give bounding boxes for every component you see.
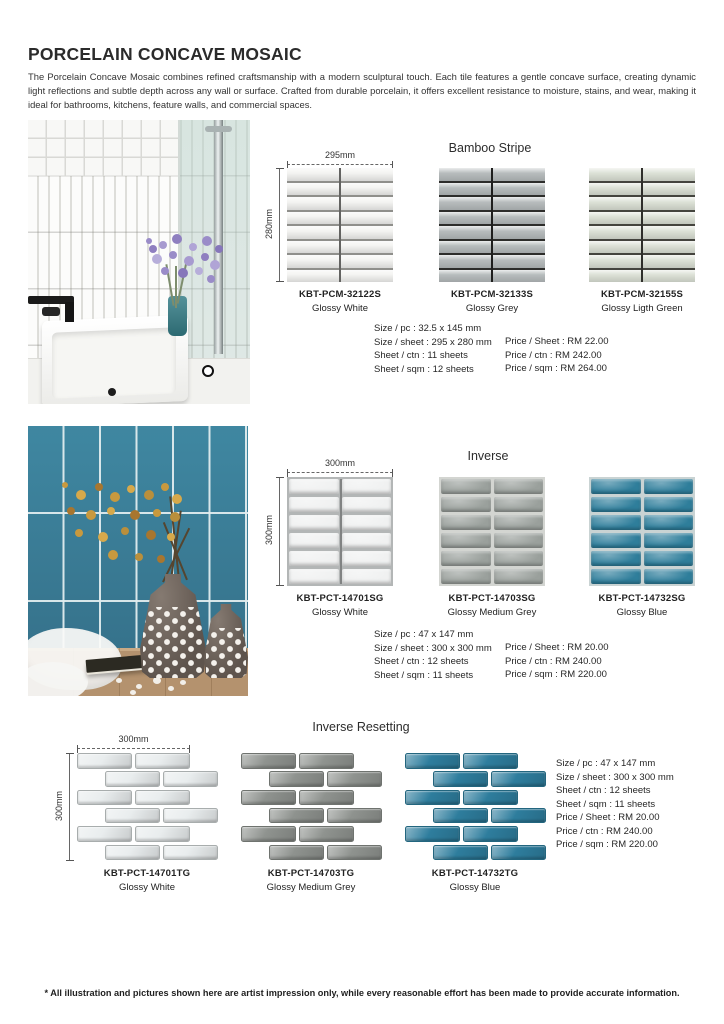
spec-line: Price / ctn : RM 242.00 (505, 349, 602, 361)
tile-swatch (287, 168, 393, 282)
tile (493, 212, 545, 225)
tile (463, 790, 518, 806)
tile (433, 845, 488, 861)
bathroom-photo (28, 120, 250, 404)
tile (441, 551, 491, 566)
product-finish: Glossy Blue (449, 882, 501, 893)
price-list (505, 641, 609, 682)
tile (77, 790, 132, 806)
tile (287, 183, 339, 196)
tile-swatch (439, 168, 545, 282)
spec-line: Sheet / ctn : 11 sheets (374, 350, 468, 361)
product-card (260, 168, 420, 314)
tile (341, 241, 393, 254)
spec-line: Price / Sheet : RM 20.00 (505, 642, 609, 653)
tile (494, 551, 544, 566)
spec-line: Sheet / sqm : 12 sheets (374, 363, 474, 375)
tile (644, 551, 694, 566)
tile (163, 845, 218, 861)
product-card (260, 477, 420, 618)
page-title: PORCELAIN CONCAVE MOSAIC (28, 44, 302, 64)
tile (643, 168, 695, 181)
drain-dot (108, 388, 116, 396)
tile (644, 497, 694, 512)
tile (241, 790, 296, 806)
tile-swatch (77, 753, 217, 861)
spec-line: Size / pc : 47 x 147 mm (374, 629, 474, 640)
tile (163, 808, 218, 824)
tile (589, 168, 641, 181)
product-card (231, 753, 391, 893)
tile (433, 771, 488, 787)
product-code: KBT-PCT-14732SG (598, 593, 686, 604)
tile (299, 826, 354, 842)
tile (493, 226, 545, 239)
tile (405, 753, 460, 769)
product-finish: Glossy White (312, 303, 368, 314)
tile (591, 497, 641, 512)
faucet-spout (65, 302, 74, 322)
spec-line: Price / sqm : RM 264.00 (505, 363, 607, 374)
tile (493, 168, 545, 181)
tile-swatch (589, 477, 695, 586)
tile (105, 808, 160, 824)
tile (589, 212, 641, 225)
tile (289, 533, 339, 548)
product-code: KBT-PCM-32133S (451, 289, 533, 300)
tile (342, 497, 392, 512)
tile (342, 551, 392, 566)
tile (643, 212, 695, 225)
tile (439, 183, 491, 196)
spec-line: Price / sqm : RM 220.00 (556, 839, 658, 850)
tile (439, 168, 491, 181)
dim-width-arrow (287, 164, 393, 165)
tile (327, 808, 382, 824)
specs-list (556, 757, 674, 852)
specs-list (374, 322, 492, 376)
spec-line: Size / pc : 32.5 x 145 mm (374, 323, 482, 334)
tile (494, 479, 544, 494)
spec-line: Sheet / ctn : 12 sheets (556, 785, 651, 796)
section-title: Bamboo Stripe (448, 141, 532, 155)
tile (439, 197, 491, 210)
product-card (412, 168, 572, 314)
tile (494, 533, 544, 548)
disclaimer: * All illustration and pictures shown here are artist impression only, while every reasonable effort has been made to provide accurate information. (44, 988, 680, 998)
blue-wall-photo (28, 426, 248, 696)
tile (589, 270, 641, 283)
tile (591, 569, 641, 584)
tile (287, 226, 339, 239)
product-card (562, 477, 722, 618)
tile-swatch (287, 477, 393, 586)
tile (241, 826, 296, 842)
counter-drain-ring (202, 365, 214, 377)
tile (493, 197, 545, 210)
tile (439, 270, 491, 283)
tile (405, 826, 460, 842)
tile (463, 753, 518, 769)
tile (589, 255, 641, 268)
tile (287, 212, 339, 225)
tile (439, 226, 491, 239)
tile (135, 790, 190, 806)
tile (341, 270, 393, 283)
tile (589, 241, 641, 254)
spec-line: Price / sqm : RM 220.00 (505, 669, 607, 680)
tile (491, 845, 546, 861)
tile (77, 753, 132, 769)
tile (341, 212, 393, 225)
tile (643, 255, 695, 268)
faucet-handle (42, 307, 60, 316)
section-title: Inverse (467, 449, 509, 463)
product-finish: Glossy Ligth Green (601, 303, 683, 314)
tile (405, 790, 460, 806)
product-code: KBT-PCT-14703SG (448, 593, 536, 604)
product-finish: Glossy Blue (616, 607, 668, 618)
product-code: KBT-PCT-14732TG (431, 868, 519, 879)
tile (342, 569, 392, 584)
tile (433, 808, 488, 824)
spec-line: Size / sheet : 300 x 300 mm (556, 771, 674, 783)
tile (643, 226, 695, 239)
product-card (562, 168, 722, 314)
tile (289, 515, 339, 530)
tile (644, 533, 694, 548)
tile (327, 771, 382, 787)
tile (289, 569, 339, 584)
tile (269, 808, 324, 824)
tile (289, 551, 339, 566)
tile (494, 515, 544, 530)
product-card (412, 477, 572, 618)
product-finish: Glossy Medium Grey (447, 607, 537, 618)
tile (441, 515, 491, 530)
section-title: Inverse Resetting (312, 720, 410, 734)
tile (341, 183, 393, 196)
product-card (67, 753, 227, 893)
tile (289, 497, 339, 512)
tile (287, 197, 339, 210)
product-code: KBT-PCT-14701SG (296, 593, 384, 604)
dim-width-arrow (77, 748, 190, 749)
tile (269, 845, 324, 861)
dim-height-label: 280mm (264, 209, 274, 240)
tile (342, 533, 392, 548)
tile (269, 771, 324, 787)
tile (591, 515, 641, 530)
tile (342, 479, 392, 494)
tile (591, 479, 641, 494)
tile (643, 197, 695, 210)
dim-height-label: 300mm (264, 515, 274, 546)
tile (341, 255, 393, 268)
shower-column-illustration (214, 120, 223, 354)
tile (491, 771, 546, 787)
dim-width-label: 300mm (324, 458, 355, 468)
specs-list (374, 628, 492, 682)
tile (439, 241, 491, 254)
tile-swatch (439, 477, 545, 586)
purple-flowers-illustration (146, 238, 152, 244)
tile (441, 569, 491, 584)
tile (439, 212, 491, 225)
spec-line: Price / Sheet : RM 22.00 (505, 336, 609, 347)
dim-height-label: 300mm (54, 791, 64, 822)
price-list (505, 335, 609, 376)
product-finish: Glossy Medium Grey (266, 882, 356, 893)
tile (287, 270, 339, 283)
tile (591, 533, 641, 548)
tile (77, 826, 132, 842)
tile (494, 569, 544, 584)
product-finish: Glossy White (312, 607, 368, 618)
product-finish: Glossy Grey (465, 303, 519, 314)
tile (135, 826, 190, 842)
spec-line: Size / pc : 47 x 147 mm (556, 758, 656, 769)
tile (644, 515, 694, 530)
tile (643, 183, 695, 196)
tile (494, 497, 544, 512)
tile (493, 183, 545, 196)
tile (289, 479, 339, 494)
spec-line: Sheet / sqm : 11 sheets (374, 669, 474, 681)
product-finish: Glossy White (119, 882, 175, 893)
spec-line: Price / ctn : RM 240.00 (556, 825, 653, 837)
tile (287, 168, 339, 181)
spec-line: Price / ctn : RM 240.00 (505, 655, 602, 667)
product-code: KBT-PCT-14701TG (103, 868, 191, 879)
tile (241, 753, 296, 769)
tile-swatch (589, 168, 695, 282)
product-code: KBT-PCM-32155S (601, 289, 683, 300)
tile (342, 515, 392, 530)
dim-width-label: 295mm (324, 150, 355, 160)
product-card (395, 753, 555, 893)
tile (105, 845, 160, 861)
polka-dots (206, 628, 247, 678)
tile (491, 808, 546, 824)
tile (589, 226, 641, 239)
tile (441, 479, 491, 494)
product-code: KBT-PCT-14703TG (267, 868, 355, 879)
tile (644, 479, 694, 494)
dim-width-label: 300mm (118, 734, 149, 744)
product-code: KBT-PCM-32122S (299, 289, 381, 300)
tile (341, 226, 393, 239)
polka-dots (143, 607, 204, 678)
pebbles-illustration (116, 678, 122, 683)
tile (105, 771, 160, 787)
tile (299, 753, 354, 769)
square-tile-band (28, 120, 180, 176)
tile (341, 197, 393, 210)
tile (463, 826, 518, 842)
dim-width-arrow (287, 472, 393, 473)
tile (589, 183, 641, 196)
shower-head-illustration (205, 126, 232, 132)
spec-line: Size / sheet : 300 x 300 mm (374, 642, 492, 654)
tile (341, 168, 393, 181)
tile (135, 753, 190, 769)
tile (287, 255, 339, 268)
tile (441, 533, 491, 548)
tile-swatch (405, 753, 545, 861)
page-description: The Porcelain Concave Mosaic combines refined craftsmanship with a modern sculptural touch. Each tile features a gentle concave surface, creating dynamic light reflections and subtle depth across any wall or surface. Crafted from durable porcelain, it offers excellent resistance to moisture, stains, and wear, making it ideal for bathrooms, kitchens, feature walls, and commercial spaces. (28, 71, 696, 111)
tile (644, 569, 694, 584)
tile (643, 270, 695, 283)
tile (493, 241, 545, 254)
spec-line: Price / Sheet : RM 20.00 (556, 812, 660, 823)
tile (441, 497, 491, 512)
tile (643, 241, 695, 254)
tile (287, 241, 339, 254)
tile (163, 771, 218, 787)
tile (327, 845, 382, 861)
spec-line: Sheet / sqm : 11 sheets (556, 798, 656, 810)
tile (493, 255, 545, 268)
spec-line: Sheet / ctn : 12 sheets (374, 656, 469, 667)
spec-line: Size / sheet : 295 x 280 mm (374, 336, 492, 348)
dried-flowers-illustration (62, 482, 68, 488)
tile (589, 197, 641, 210)
tile (299, 790, 354, 806)
tile-swatch (241, 753, 381, 861)
tile (591, 551, 641, 566)
tile (493, 270, 545, 283)
tile (439, 255, 491, 268)
